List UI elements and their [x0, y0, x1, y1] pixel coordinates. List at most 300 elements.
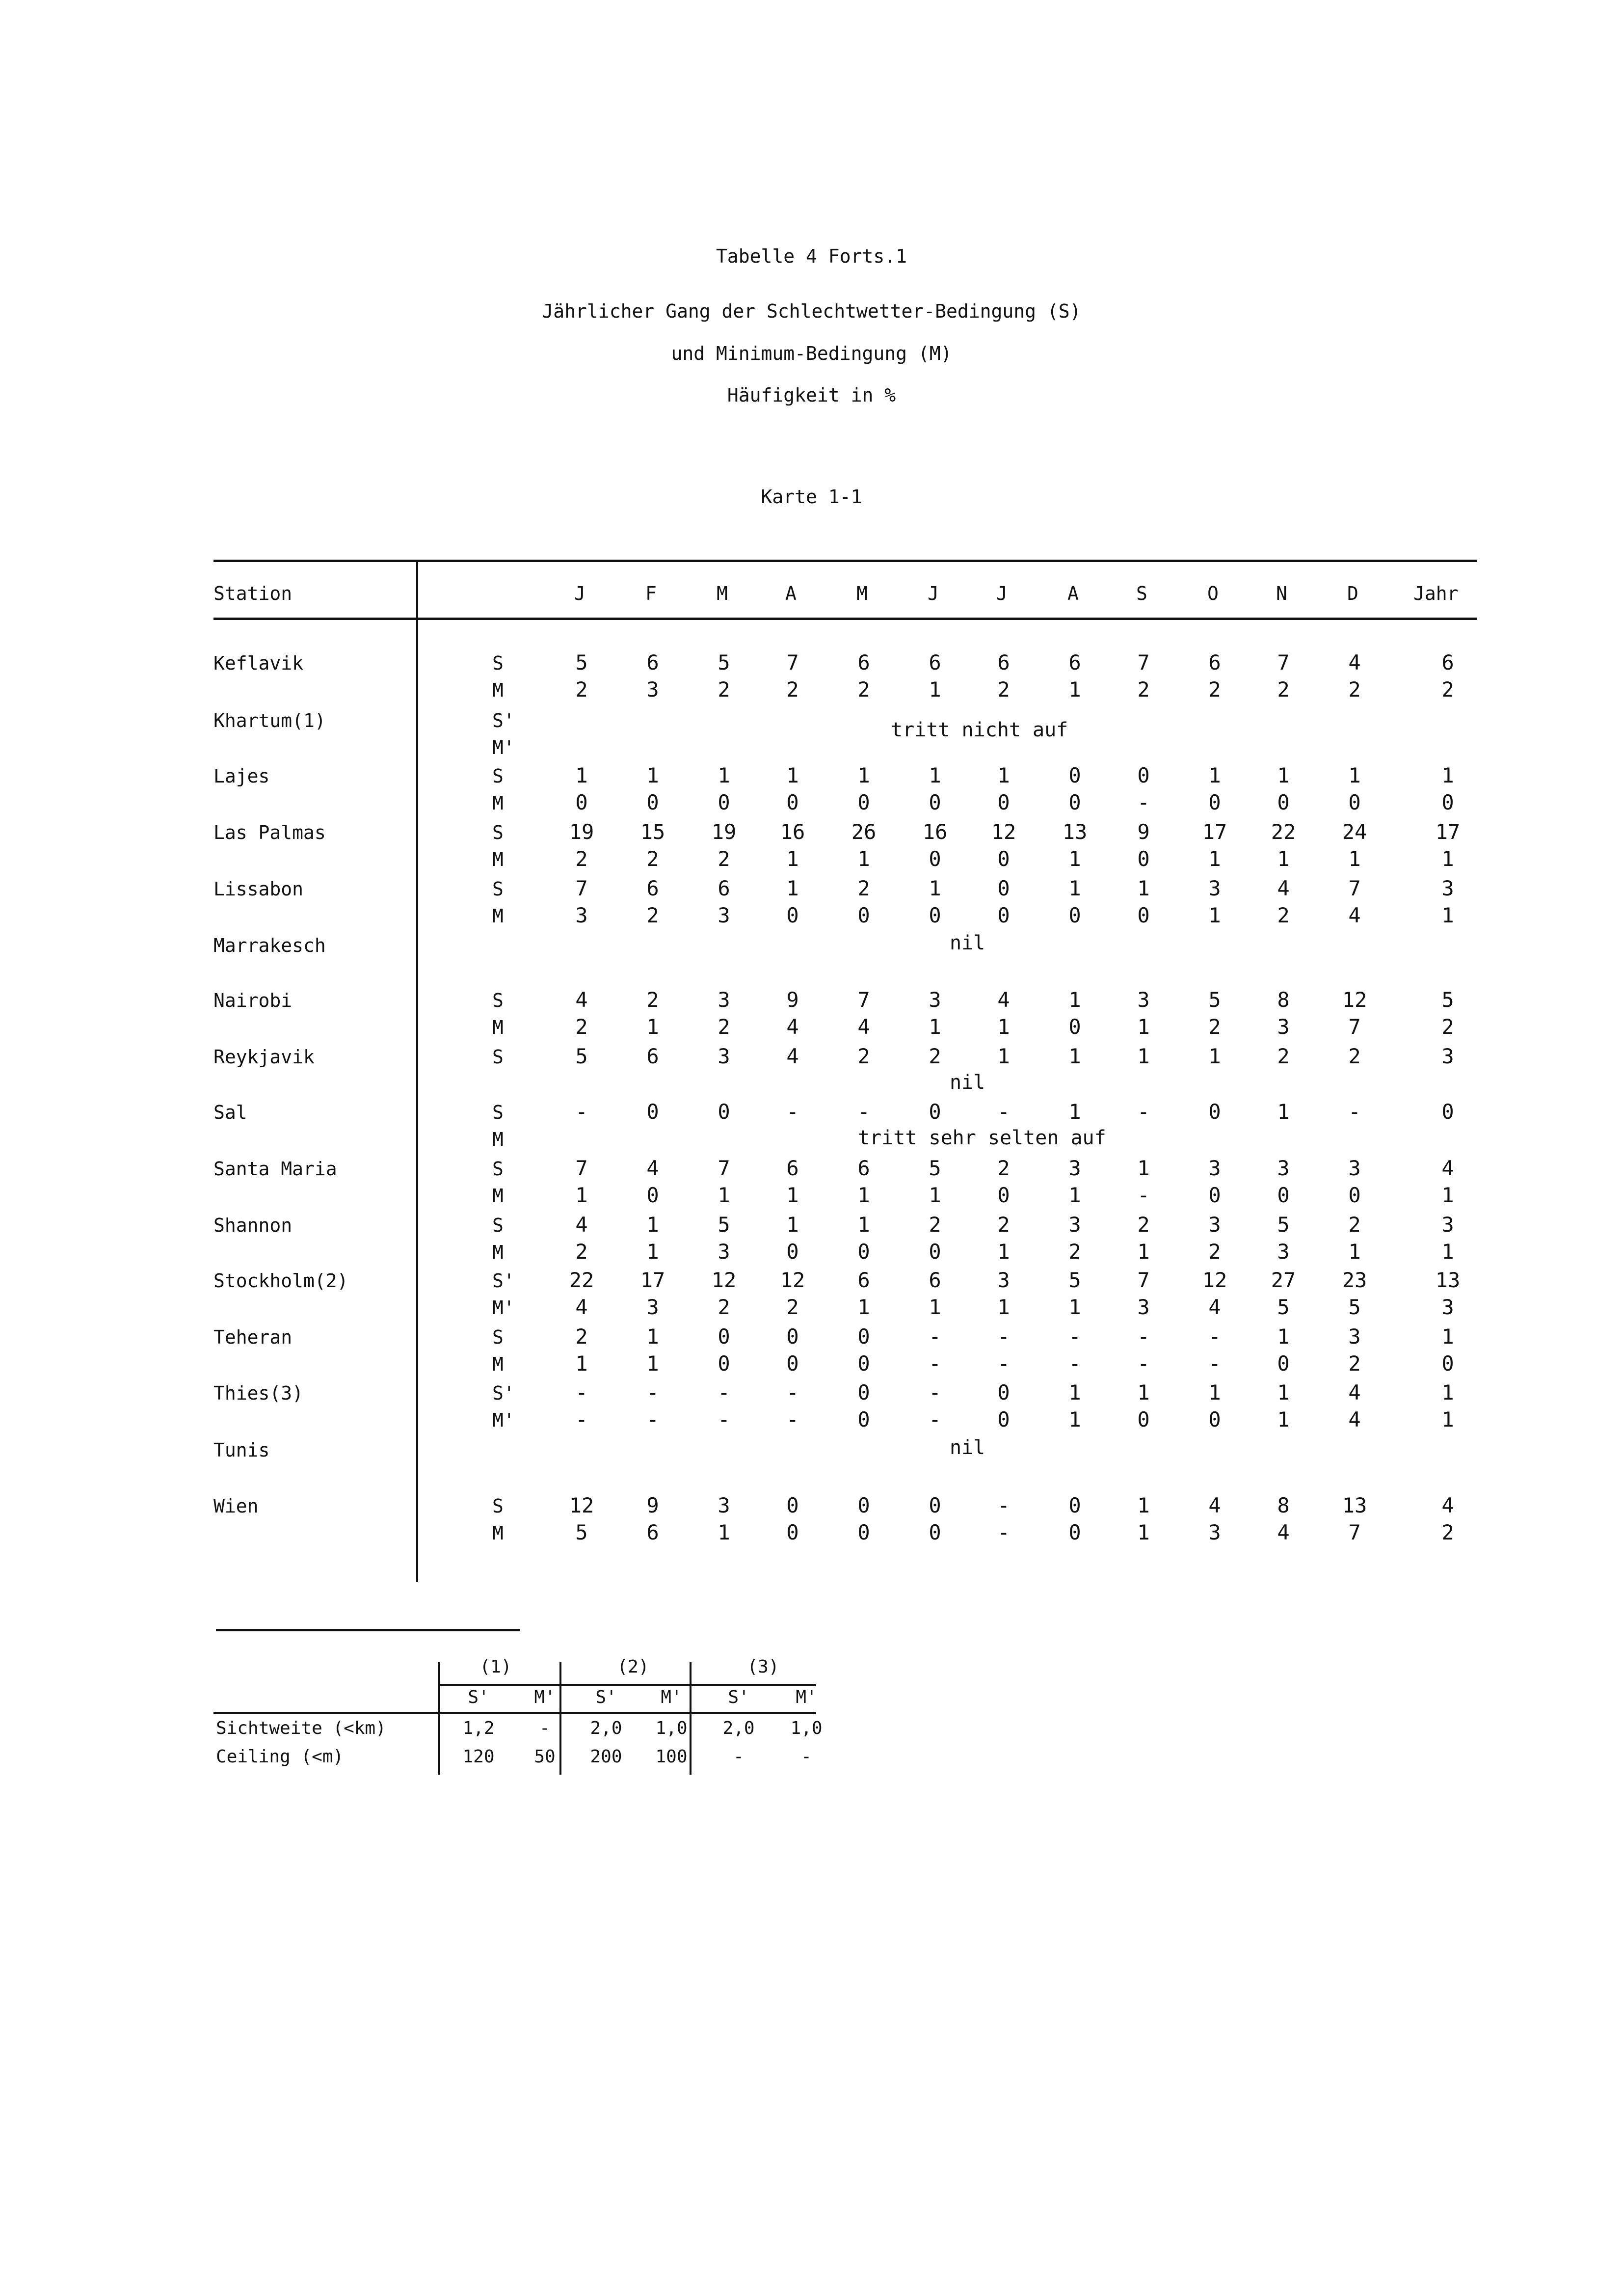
year-header: Jahr: [1413, 583, 1459, 604]
value-cell: 22: [1271, 820, 1296, 844]
value-cell: 4: [1208, 1295, 1221, 1319]
value-cell: 4: [1348, 903, 1361, 927]
condition-code: S: [492, 1326, 504, 1348]
value-cell: 12: [780, 1268, 805, 1292]
value-cell: -: [575, 1100, 588, 1124]
value-cell: -: [997, 1493, 1010, 1517]
value-cell: 3: [1137, 988, 1150, 1012]
footnote-value: 2,0: [590, 1718, 622, 1738]
footnote-group-header: (2): [617, 1657, 649, 1677]
condition-code: M: [492, 792, 504, 814]
value-cell: -: [997, 1324, 1010, 1349]
value-cell: -: [857, 1100, 870, 1124]
value-cell: 6: [646, 1044, 659, 1068]
value-cell: 0: [1277, 1351, 1290, 1376]
value-cell: 0: [718, 1324, 730, 1349]
month-header: J: [928, 583, 939, 604]
condition-code: M: [492, 1242, 504, 1263]
station-name: Marrakesch: [213, 935, 326, 956]
condition-code: M: [492, 1129, 504, 1150]
footnote-value: -: [539, 1718, 550, 1738]
footnote-subheader: M': [796, 1687, 817, 1707]
condition-code: S: [492, 1046, 504, 1068]
footnote-value: 50: [534, 1747, 556, 1767]
value-cell: 6: [646, 876, 659, 900]
value-cell: 1: [575, 1351, 588, 1376]
value-cell: 4: [1348, 1380, 1361, 1405]
value-cell: 3: [718, 1493, 730, 1517]
value-cell: 3: [1348, 1156, 1361, 1180]
value-cell: 3: [646, 677, 659, 702]
value-cell: 3: [1208, 1213, 1221, 1237]
value-cell: 5: [929, 1156, 941, 1180]
value-cell: 2: [1277, 903, 1290, 927]
value-cell: 0: [786, 1493, 799, 1517]
value-cell: 1: [997, 1295, 1010, 1319]
value-cell: 9: [1137, 820, 1150, 844]
value-cell: 1: [718, 1520, 730, 1544]
value-cell: 2: [575, 1015, 588, 1039]
value-cell: 4: [786, 1044, 799, 1068]
value-cell: 5: [1348, 1295, 1361, 1319]
value-cell: -: [929, 1380, 941, 1405]
value-cell: -: [786, 1100, 799, 1124]
year-value-cell: 1: [1441, 903, 1454, 927]
condition-code: M': [492, 1297, 515, 1319]
value-cell: 2: [1068, 1240, 1081, 1264]
station-name: Las Palmas: [213, 822, 326, 843]
condition-code: S: [492, 765, 504, 787]
value-cell: 0: [857, 903, 870, 927]
value-cell: 1: [786, 876, 799, 900]
value-cell: 3: [1277, 1015, 1290, 1039]
value-cell: 1: [929, 1015, 941, 1039]
value-cell: 1: [1208, 763, 1221, 787]
value-cell: 1: [1348, 1240, 1361, 1264]
value-cell: 1: [1137, 1240, 1150, 1264]
value-cell: 0: [857, 1324, 870, 1349]
month-header: D: [1347, 583, 1358, 604]
value-cell: 2: [575, 847, 588, 871]
month-header: M: [856, 583, 868, 604]
value-cell: 1: [786, 763, 799, 787]
value-cell: 6: [929, 650, 941, 675]
value-cell: -: [1068, 1351, 1081, 1376]
value-cell: 2: [786, 1295, 799, 1319]
value-cell: 1: [646, 763, 659, 787]
value-cell: 3: [718, 903, 730, 927]
month-header: A: [1067, 583, 1079, 604]
value-cell: 1: [646, 1213, 659, 1237]
year-value-cell: 2: [1441, 1015, 1454, 1039]
footnote-rule: [216, 1629, 520, 1631]
value-cell: 3: [1068, 1156, 1081, 1180]
value-cell: 2: [718, 1015, 730, 1039]
value-cell: 1: [786, 1183, 799, 1207]
month-header: J: [574, 583, 585, 604]
value-cell: 0: [857, 1493, 870, 1517]
footnote-subheader: S': [728, 1687, 749, 1707]
footnote-subheader: M': [661, 1687, 682, 1707]
value-cell: 1: [1068, 1183, 1081, 1207]
footnote-value: 1,0: [655, 1718, 688, 1738]
value-cell: 2: [997, 1156, 1010, 1180]
station-name: Wien: [213, 1495, 259, 1517]
value-cell: 2: [646, 847, 659, 871]
value-cell: 22: [569, 1268, 594, 1292]
value-cell: 17: [640, 1268, 665, 1292]
table-header-rule: [213, 618, 1477, 620]
station-note: tritt sehr selten auf: [858, 1127, 1106, 1149]
value-cell: -: [1137, 1183, 1150, 1207]
value-cell: 16: [780, 820, 805, 844]
value-cell: 1: [929, 1295, 941, 1319]
condition-code: S: [492, 1158, 504, 1180]
value-cell: 0: [929, 847, 941, 871]
value-cell: 27: [1271, 1268, 1296, 1292]
condition-code: M': [492, 737, 515, 758]
value-cell: 1: [646, 1240, 659, 1264]
value-cell: 0: [1137, 763, 1150, 787]
year-value-cell: 3: [1441, 1213, 1454, 1237]
value-cell: 13: [1062, 820, 1088, 844]
condition-code: M: [492, 1353, 504, 1375]
station-note: nil: [950, 1436, 985, 1459]
year-value-cell: 1: [1441, 1407, 1454, 1432]
value-cell: 2: [1137, 1213, 1150, 1237]
value-cell: 4: [1348, 1407, 1361, 1432]
value-cell: 0: [575, 790, 588, 814]
value-cell: 1: [1277, 1407, 1290, 1432]
value-cell: 2: [1348, 1213, 1361, 1237]
value-cell: 6: [1068, 650, 1081, 675]
value-cell: -: [718, 1380, 730, 1405]
value-cell: 1: [1068, 1407, 1081, 1432]
value-cell: 0: [857, 790, 870, 814]
value-cell: 0: [997, 790, 1010, 814]
value-cell: 0: [1208, 1407, 1221, 1432]
year-value-cell: 0: [1441, 1351, 1454, 1376]
value-cell: 6: [1208, 650, 1221, 675]
year-value-cell: 1: [1441, 847, 1454, 871]
footnote-subheader: S': [468, 1687, 489, 1707]
year-value-cell: 2: [1441, 1520, 1454, 1544]
value-cell: -: [929, 1351, 941, 1376]
value-cell: 0: [929, 1100, 941, 1124]
value-cell: 0: [786, 1520, 799, 1544]
value-cell: 0: [1068, 1493, 1081, 1517]
value-cell: 7: [1348, 876, 1361, 900]
value-cell: 0: [997, 903, 1010, 927]
value-cell: 2: [1137, 677, 1150, 702]
value-cell: 1: [857, 763, 870, 787]
station-name: Tunis: [213, 1439, 270, 1461]
footnote-vline: [438, 1662, 440, 1775]
value-cell: 1: [1068, 847, 1081, 871]
value-cell: 0: [646, 790, 659, 814]
value-cell: 0: [997, 1380, 1010, 1405]
value-cell: 6: [857, 1268, 870, 1292]
value-cell: 8: [1277, 1493, 1290, 1517]
value-cell: 0: [997, 847, 1010, 871]
year-value-cell: 1: [1441, 763, 1454, 787]
value-cell: 4: [575, 988, 588, 1012]
value-cell: 2: [575, 677, 588, 702]
station-name: Stockholm(2): [213, 1270, 348, 1292]
value-cell: 1: [1068, 1295, 1081, 1319]
condition-code: M: [492, 1017, 504, 1038]
value-cell: 1: [997, 1240, 1010, 1264]
condition-code: S: [492, 878, 504, 900]
value-cell: -: [929, 1407, 941, 1432]
value-cell: -: [786, 1380, 799, 1405]
value-cell: 5: [1277, 1213, 1290, 1237]
condition-code: S: [492, 822, 504, 843]
value-cell: 0: [1068, 903, 1081, 927]
value-cell: 5: [1208, 988, 1221, 1012]
value-cell: 1: [929, 876, 941, 900]
value-cell: 0: [1068, 1015, 1081, 1039]
footnote-value: -: [733, 1747, 744, 1767]
year-value-cell: 4: [1441, 1493, 1454, 1517]
value-cell: 1: [1068, 988, 1081, 1012]
value-cell: 0: [857, 1240, 870, 1264]
value-cell: 4: [1348, 650, 1361, 675]
footnote-subheader: M': [534, 1687, 556, 1707]
value-cell: 7: [718, 1156, 730, 1180]
year-value-cell: 1: [1441, 1183, 1454, 1207]
year-value-cell: 5: [1441, 988, 1454, 1012]
table-column-divider: [416, 561, 418, 1582]
condition-code: S: [492, 1215, 504, 1236]
year-value-cell: 4: [1441, 1156, 1454, 1180]
value-cell: 1: [1348, 847, 1361, 871]
value-cell: 4: [646, 1156, 659, 1180]
footnote-value: 1,0: [790, 1718, 823, 1738]
footnote-row-label: Sichtweite (<km): [216, 1718, 386, 1738]
value-cell: -: [1208, 1324, 1221, 1349]
value-cell: 0: [1348, 790, 1361, 814]
value-cell: 0: [1208, 1100, 1221, 1124]
year-value-cell: 1: [1441, 1380, 1454, 1405]
value-cell: 4: [857, 1015, 870, 1039]
value-cell: 0: [786, 1324, 799, 1349]
condition-code: S: [492, 990, 504, 1011]
value-cell: 24: [1342, 820, 1367, 844]
value-cell: -: [929, 1324, 941, 1349]
value-cell: -: [1137, 790, 1150, 814]
value-cell: 6: [646, 650, 659, 675]
footnote-value: 120: [462, 1747, 495, 1767]
value-cell: 0: [718, 1351, 730, 1376]
value-cell: 2: [1277, 677, 1290, 702]
value-cell: 3: [718, 988, 730, 1012]
value-cell: 1: [1208, 1380, 1221, 1405]
value-cell: 1: [646, 1351, 659, 1376]
value-cell: 26: [851, 820, 877, 844]
value-cell: 0: [997, 1183, 1010, 1207]
value-cell: 3: [1208, 1520, 1221, 1544]
value-cell: 7: [786, 650, 799, 675]
condition-code: S': [492, 710, 515, 731]
value-cell: 19: [711, 820, 737, 844]
value-cell: 0: [1137, 903, 1150, 927]
value-cell: 5: [718, 650, 730, 675]
value-cell: -: [646, 1407, 659, 1432]
value-cell: 1: [1208, 1044, 1221, 1068]
value-cell: 1: [1068, 876, 1081, 900]
value-cell: 0: [1277, 790, 1290, 814]
value-cell: 0: [857, 1520, 870, 1544]
value-cell: 2: [997, 1213, 1010, 1237]
value-cell: 1: [1137, 1520, 1150, 1544]
condition-code: M: [492, 679, 504, 701]
value-cell: 2: [1348, 1044, 1361, 1068]
condition-code: M: [492, 1185, 504, 1207]
value-cell: 12: [711, 1268, 737, 1292]
subtitle-line-3: Häufigkeit in %: [727, 384, 896, 406]
value-cell: 2: [1208, 1240, 1221, 1264]
month-header: S: [1136, 583, 1147, 604]
value-cell: 1: [857, 847, 870, 871]
value-cell: 0: [718, 790, 730, 814]
value-cell: 12: [569, 1493, 594, 1517]
year-value-cell: 2: [1441, 677, 1454, 702]
value-cell: 0: [929, 1240, 941, 1264]
value-cell: 1: [929, 677, 941, 702]
value-cell: 1: [857, 1183, 870, 1207]
value-cell: 12: [1202, 1268, 1227, 1292]
value-cell: 2: [718, 1295, 730, 1319]
value-cell: 16: [922, 820, 948, 844]
value-cell: 23: [1342, 1268, 1367, 1292]
value-cell: 1: [997, 1044, 1010, 1068]
value-cell: 0: [857, 1351, 870, 1376]
value-cell: 8: [1277, 988, 1290, 1012]
value-cell: -: [1137, 1100, 1150, 1124]
value-cell: 2: [1348, 677, 1361, 702]
condition-code: M: [492, 905, 504, 927]
value-cell: 1: [997, 1015, 1010, 1039]
subtitle-line-1: Jährlicher Gang der Schlechtwetter-Bedingung (S): [542, 300, 1081, 322]
value-cell: 1: [1208, 903, 1221, 927]
footnote-value: 1,2: [462, 1718, 495, 1738]
value-cell: 0: [718, 1100, 730, 1124]
value-cell: 3: [1208, 1156, 1221, 1180]
value-cell: 4: [1277, 876, 1290, 900]
value-cell: 4: [1277, 1520, 1290, 1544]
year-value-cell: 6: [1441, 650, 1454, 675]
value-cell: -: [718, 1407, 730, 1432]
year-value-cell: 0: [1441, 790, 1454, 814]
value-cell: 1: [786, 1213, 799, 1237]
year-value-cell: 3: [1441, 876, 1454, 900]
value-cell: 13: [1342, 1493, 1367, 1517]
station-header: Station: [213, 583, 293, 604]
footnote-group-rule: [438, 1684, 816, 1686]
value-cell: 3: [1277, 1156, 1290, 1180]
value-cell: 1: [857, 1295, 870, 1319]
value-cell: 19: [569, 820, 594, 844]
value-cell: 4: [575, 1295, 588, 1319]
month-header: M: [717, 583, 728, 604]
value-cell: 12: [991, 820, 1016, 844]
station-name: Lissabon: [213, 878, 304, 900]
value-cell: 2: [857, 677, 870, 702]
station-note: nil: [950, 1071, 985, 1094]
value-cell: 1: [1068, 1044, 1081, 1068]
value-cell: 2: [1208, 1015, 1221, 1039]
condition-code: S': [492, 1382, 515, 1404]
value-cell: 1: [1137, 1156, 1150, 1180]
month-header: O: [1207, 583, 1219, 604]
value-cell: 4: [786, 1015, 799, 1039]
month-header: J: [996, 583, 1008, 604]
month-header: F: [645, 583, 657, 604]
value-cell: 2: [997, 677, 1010, 702]
value-cell: 1: [1137, 876, 1150, 900]
value-cell: -: [997, 1100, 1010, 1124]
year-value-cell: 13: [1435, 1268, 1461, 1292]
value-cell: 0: [1068, 763, 1081, 787]
value-cell: 1: [1137, 1493, 1150, 1517]
value-cell: 3: [646, 1295, 659, 1319]
value-cell: 7: [1348, 1015, 1361, 1039]
condition-code: S': [492, 1270, 515, 1292]
year-value-cell: 3: [1441, 1044, 1454, 1068]
value-cell: 1: [1277, 1324, 1290, 1349]
value-cell: 7: [1137, 650, 1150, 675]
footnote-subheader-rule: [213, 1712, 816, 1714]
value-cell: 3: [575, 903, 588, 927]
value-cell: 1: [1137, 1015, 1150, 1039]
value-cell: 5: [1277, 1295, 1290, 1319]
value-cell: 3: [718, 1240, 730, 1264]
value-cell: 1: [1348, 763, 1361, 787]
value-cell: 1: [1137, 1044, 1150, 1068]
value-cell: 5: [575, 1044, 588, 1068]
value-cell: 0: [786, 1240, 799, 1264]
value-cell: 0: [929, 903, 941, 927]
value-cell: 0: [929, 1520, 941, 1544]
value-cell: 7: [1137, 1268, 1150, 1292]
value-cell: 3: [1068, 1213, 1081, 1237]
station-name: Shannon: [213, 1215, 293, 1236]
value-cell: 6: [718, 876, 730, 900]
value-cell: 2: [575, 1240, 588, 1264]
value-cell: 0: [1137, 1407, 1150, 1432]
station-name: Nairobi: [213, 990, 293, 1011]
value-cell: -: [1348, 1100, 1361, 1124]
footnote-value: 200: [590, 1747, 622, 1767]
value-cell: 3: [718, 1044, 730, 1068]
value-cell: 1: [1068, 1100, 1081, 1124]
value-cell: -: [575, 1407, 588, 1432]
value-cell: 2: [786, 677, 799, 702]
value-cell: 1: [575, 763, 588, 787]
value-cell: 7: [1348, 1520, 1361, 1544]
value-cell: 5: [575, 650, 588, 675]
condition-code: M: [492, 1522, 504, 1544]
value-cell: 0: [1137, 847, 1150, 871]
station-note: nil: [950, 932, 985, 954]
value-cell: 5: [1068, 1268, 1081, 1292]
value-cell: 2: [1348, 1351, 1361, 1376]
value-cell: 0: [997, 876, 1010, 900]
footnote-group-header: (1): [479, 1657, 512, 1677]
footnote-row-label: Ceiling (<m): [216, 1747, 344, 1767]
value-cell: 7: [575, 876, 588, 900]
